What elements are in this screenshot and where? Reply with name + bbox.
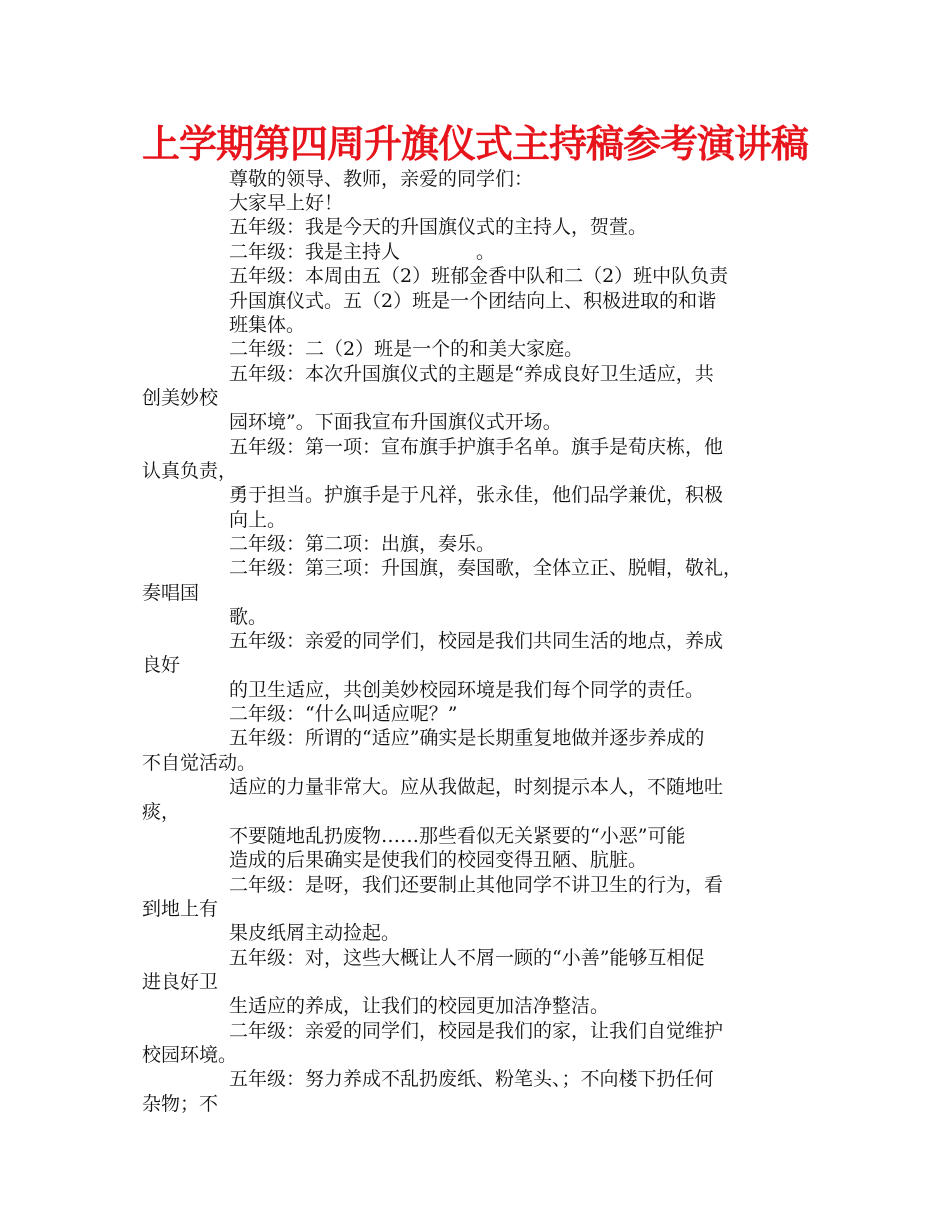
text-line: 五年级：对，这些大概让人不屑一顾的“小善”能够互相促 (229, 947, 705, 969)
text-line: 二年级：我是主持人 。 (229, 241, 496, 263)
text-line: 不自觉活动。 (142, 752, 257, 774)
text-line: 二年级：“什么叫适应呢？” (229, 703, 458, 725)
text-line: 的卫生适应，共创美妙校园环境是我们每个同学的责任。 (229, 679, 705, 701)
text-line: 认真负责， (142, 460, 238, 482)
text-line: 到地上有 (142, 898, 219, 920)
text-line: 升国旗仪式。五（2）班是一个团结向上、积极进取的和谐 (229, 290, 717, 312)
text-line: 造成的后果确实是使我们的校园变得丑陋、肮脏。 (229, 849, 648, 871)
text-line: 园环境”。下面我宣布升国旗仪式开场。 (229, 411, 562, 433)
text-line: 五年级：努力养成不乱扔废纸、粉笔头、；不向楼下扔任何 (229, 1068, 714, 1090)
text-line: 不要随地乱扔废物……那些看似无关紧要的“小恶”可能 (229, 825, 686, 847)
text-line: 歌。 (229, 606, 268, 628)
text-line: 进良好卫 (142, 971, 219, 993)
text-line: 适应的力量非常大。应从我做起，时刻提示本人，不随地吐 (229, 776, 724, 798)
text-line: 五年级：第一项：宣布旗手护旗手名单。旗手是荀庆栋，他 (229, 436, 724, 458)
text-line: 二年级：是呀，我们还要制止其他同学不讲卫生的行为，看 (229, 874, 724, 896)
text-line: 向上。 (229, 509, 287, 531)
text-line: 二年级：第二项：出旗，奏乐。 (229, 533, 496, 555)
text-line: 奏唱国 (142, 582, 200, 604)
text-line: 良好 (142, 654, 181, 676)
text-line: 二年级：第三项：升国旗，奏国歌，全体立正、脱帽，敬礼， (229, 557, 743, 579)
text-line: 五年级：亲爱的同学们，校园是我们共同生活的地点，养成 (229, 630, 724, 652)
text-line: 创美妙校 (142, 387, 219, 409)
text-line: 五年级：本周由五（2）班郁金香中队和二（2）班中队负责 (229, 265, 729, 287)
text-line: 班集体。 (229, 314, 306, 336)
text-line: 生适应的养成，让我们的校园更加洁净整洁。 (229, 995, 610, 1017)
text-line: 五年级：本次升国旗仪式的主题是“养成良好卫生适应，共 (229, 363, 714, 385)
text-line: 校园环境。 (142, 1044, 238, 1066)
text-line: 勇于担当。护旗手是于凡祥，张永佳，他们品学兼优，积极 (229, 484, 724, 506)
text-line: 二年级：亲爱的同学们，校园是我们的家，让我们自觉维护 (229, 1020, 724, 1042)
text-line: 果皮纸屑主动捡起。 (229, 922, 401, 944)
text-line: 杂物；不 (142, 1093, 219, 1115)
text-line: 二年级：二（2）班是一个的和美大家庭。 (229, 338, 584, 360)
document-title: 上学期第四周升旗仪式主持稿参考演讲稿 (141, 122, 808, 166)
text-line: 大家早上好！ (229, 192, 344, 214)
text-line: 痰， (142, 801, 181, 823)
text-line: 五年级：所谓的“适应”确实是长期重复地做并逐步养成的 (229, 727, 705, 749)
text-line: 五年级：我是今天的升国旗仪式的主持人，贺萱。 (229, 216, 648, 238)
text-line: 尊敬的领导、教师，亲爱的同学们： (229, 168, 534, 190)
